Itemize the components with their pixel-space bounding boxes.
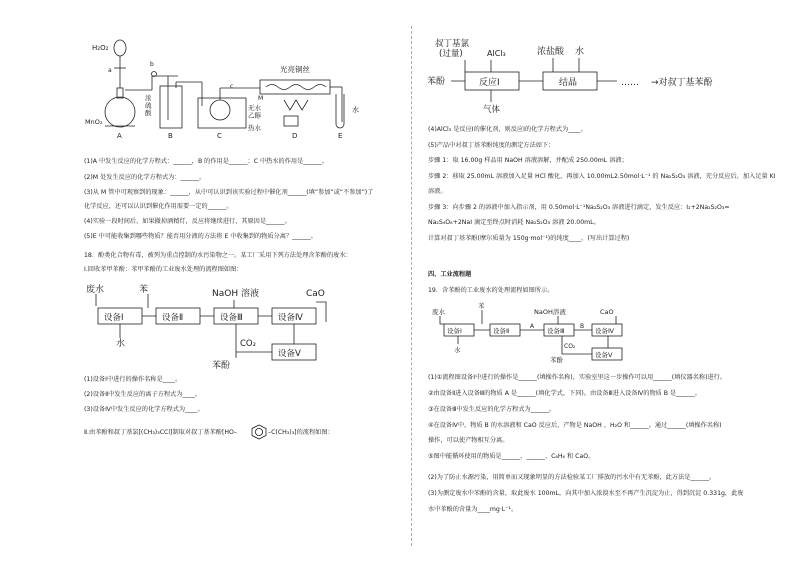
flow2-d2 [490,324,520,336]
flow1-d5 [272,344,316,360]
benzene-ring-icon [250,424,268,440]
flowchart-right [430,300,630,364]
q19-3a: (3)为测定废水中苯酚的含量，取此废水 100mL，向其中加入浓溴水至不再产生沉淀为止，得到沉淀 0.331g，此废 [428,490,744,497]
svg-text:反应Ⅰ: 反应Ⅰ [479,78,500,88]
flow1-co2: CO₂ [240,339,257,349]
label-conc: 浓硫酸 [145,94,152,117]
q17-1: (1)A 中发生反应的化学方程式：______，B 的作用是______；C 中热水的作用是______。 [84,158,329,165]
flow1-water: 水 [116,339,126,349]
flow2-a: A [530,323,535,330]
q19-3b: 水中苯酚的含量为____mg·L⁻¹。 [428,506,518,513]
section-4: 四、工业流程题 [428,271,472,278]
q19-1-2: ②由设备Ⅱ进入设备Ⅲ的物质 A 是______(填化学式，下同)。由设备Ⅲ进入设备Ⅳ的物质 B 是______。 [428,390,701,397]
flow2-b: B [580,323,585,330]
flow1-phenol: 苯酚 [212,361,231,370]
label-anhydrous: 无水乙醇 [248,104,261,120]
flow2-naoh: NaOH溶液 [534,308,566,316]
flow-top-product: →对叔丁基苯酚 [651,78,713,88]
q18-3: (3)设备Ⅳ中发生反应的化学方程式为____。 [84,406,204,413]
flow2-d4 [592,324,622,336]
label-a: a [108,67,112,74]
q19-1-4a: ④在设备Ⅳ中，物质 B 的水溶液和 CaO 反应后，产物是 NaOH 、H₂O 和______。通过______(填操作名称) [428,422,722,429]
flow1-d4 [272,308,316,324]
flow1-waste: 废水 [86,285,105,295]
q19-1-4b: 操作，可以使产物相互分离。 [428,437,509,444]
flow-top-phenol: 苯酚 [427,77,446,87]
flow-top-reagent-1: 叔丁基氯 [435,39,470,49]
flow2-d5 [592,348,622,360]
flow-top-water: 水 [575,47,585,57]
svg-text:设备Ⅲ: 设备Ⅲ [220,313,243,323]
flow2-waste: 废水 [432,308,445,316]
q17-3a: (3)从 M 管中可观察到的现象：______，从中可认识到该实验过程中催化剂______(填“参加”或“不参加”)了 [84,189,374,196]
apparatus-diagram [80,30,380,140]
flow2-d1 [444,324,474,336]
flow2-phenol: 苯酚 [550,356,563,364]
label-wire: 光亮铜丝 [280,65,310,74]
apparatus-d [258,64,330,140]
label-hotwater: 热水 [248,124,261,132]
svg-text:结晶: 结晶 [559,78,578,88]
letter-b: B [168,132,173,140]
label-mno2: MnO₂ [85,118,103,126]
step-3b: Na₂S₄O₆+2NaI 滴定至终点时消耗 Na₂S₂O₃ 溶液 20.00mL。 [428,219,600,226]
q18-1: (1)设备Ⅰ中进行的操作名称是____。 [84,376,182,383]
label-m: M [258,95,264,102]
flow1-benzene: 苯 [139,285,149,295]
column-divider [411,26,412,546]
label-water: 水 [352,106,359,114]
svg-text:设备Ⅰ: 设备Ⅰ [104,313,124,323]
q17-2: (2)M 处发生反应的化学方程式为：______。 [84,174,206,181]
label-h2o2: H₂O₂ [92,44,109,52]
flowchart-top-right [425,36,755,118]
svg-text:设备Ⅲ: 设备Ⅲ [547,327,565,335]
flowchart-left [84,280,384,370]
flow-top-alcl3: AlCl₃ [487,49,506,58]
apparatus-e [330,87,359,140]
step-2a: 步骤 2：移取 25.00mL 溶液加入足量 HCl 酸化，再加入 10.00mL2.50mol·L⁻¹ 的 Na₂S₂O₃ 溶液，充分反应后，加入足量 KI [428,173,776,180]
svg-text:设备Ⅰ: 设备Ⅰ [447,327,462,335]
flow2-d3 [544,324,574,336]
q17-5: (5)E 中可能收集到哪些物质？能否用分液的方法将 E 中收集到的物质分离？______。 [84,233,317,240]
apparatus-b [145,76,202,140]
svg-text:设备Ⅴ: 设备Ⅴ [278,349,301,359]
flow-top-r1 [465,72,519,90]
q17-4: (4)实验一段时间后，如果撤掉酒精灯，反应将继续进行，其原因是______。 [84,218,291,225]
q19-1-5: ⑤图中能循环使用的物质是______、______、C₆H₆ 和 CaO。 [428,453,595,460]
q18-intro: 18．酚类化合物有毒，被列为重点控制的水污染物之一。某工厂采用下列方法处理含苯酚的废水： [84,252,352,259]
step-3a: 步骤 3：向步骤 2 的溶液中加入指示剂，用 0.50mol·L⁻¹Na₂S₂O₃ 溶液进行滴定，发生反应：I₂+2Na₂S₂O₃= [428,204,730,211]
q18-part2-a: Ⅱ.由苯酚和叔丁基氯[(CH₃)₃CCl]制取对叔丁基苯酚[HO– [84,429,237,436]
flow-top-dots: …… [621,78,639,88]
flow-top-reagent-2: (过量) [439,49,463,59]
svg-text:设备Ⅳ: 设备Ⅳ [278,313,303,323]
apparatus-a [85,40,152,140]
svg-text:设备Ⅱ: 设备Ⅱ [162,313,184,323]
flow2-water: 水 [454,346,461,354]
q19-2: (2)为了防止水源污染，用简单而又现象明显的方法检验某工厂排放的污水中有无苯酚，此方法是______。 [428,474,716,481]
svg-text:设备Ⅴ: 设备Ⅴ [595,351,613,359]
letter-d: D [292,132,298,140]
letter-a: A [117,132,122,140]
q18-part2-b: –C(CH₃)₃]的流程如图： [268,429,334,436]
q18-5: (5)产品中对叔丁基苯酚纯度的测定方法如下： [428,142,555,149]
flow-top-gas: 气体 [483,105,501,115]
label-c: c [230,83,234,90]
svg-text:设备Ⅳ: 设备Ⅳ [595,327,614,335]
flow2-co2: CO₂ [564,343,576,350]
flow-top-salt: 浓盐酸 [537,47,565,57]
flow1-d3 [214,308,258,324]
letter-c: C [217,132,222,140]
flow1-cao: CaO [306,289,325,299]
q19-1-3: ③在设备Ⅲ中发生反应的化学方程式为______。 [428,406,556,413]
q18-part1: Ⅰ.回收苯甲苯酚：苯甲苯酚的工业废水处理的流程图如图： [84,266,243,273]
flow1-d2 [156,308,200,324]
q17-3b: 化学反应，还可以认识到催化作用需要一定的______。 [84,203,233,210]
flow1-naoh: NaOH 溶液 [212,289,259,299]
flow1-d1 [98,308,142,324]
svg-text:设备Ⅱ: 设备Ⅱ [493,327,510,335]
q18-2: (2)设备Ⅱ中发生反应的离子方程式为____。 [84,391,201,398]
apparatus-c [198,82,262,140]
q18-4: (4)AlCl₃ 是反应Ⅰ的催化剂，则反应Ⅰ的化学方程式为____。 [428,126,587,133]
q19-intro: 19．含苯酚的工业废水的处理流程如图所示。 [428,287,554,294]
flow2-cao: CaO [600,308,614,316]
step-1: 步骤 1：取 16.00g 样品用 NaOH 溶液溶解，并配成 250.00mL 溶液； [428,157,628,164]
letter-e: E [338,132,343,140]
q19-1-1: (1)①流程图设备Ⅰ中进行的操作是______(填操作名称)，实验室里这一步操作可以用______(填仪器名称)进行。 [428,374,727,381]
flow-top-cryst [543,72,597,90]
label-b: b [150,61,154,68]
calc: 计算对叔丁基苯酚(摩尔质量为 150g·mol⁻¹)的纯度____。(写出计算过程) [428,235,630,242]
flow2-benzene: 苯 [478,302,485,310]
step-2b: 溶液。 [428,188,447,195]
